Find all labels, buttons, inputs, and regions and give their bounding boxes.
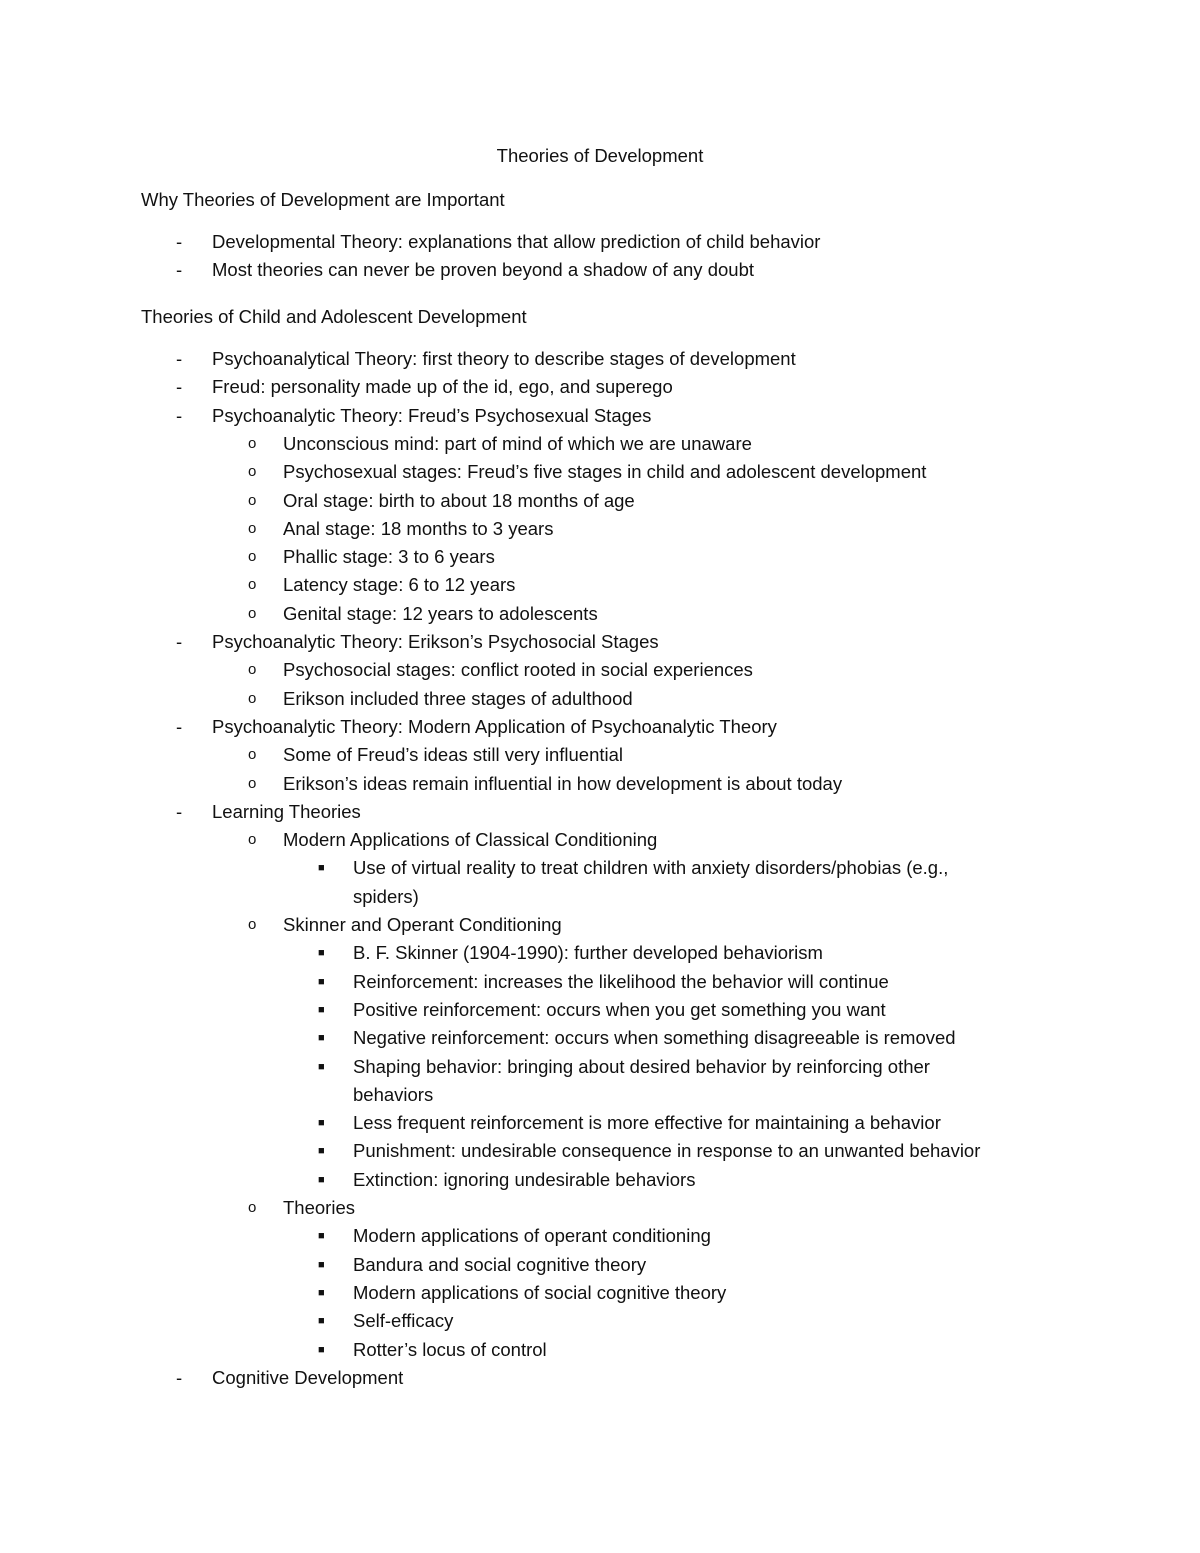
list-bullet: o	[248, 491, 257, 509]
list-item-level-3: Negative reinforcement: occurs when something disagreeable is removed	[353, 1027, 956, 1049]
list-bullet: o	[248, 1199, 257, 1216]
list-item-level-2: Theories	[283, 1197, 355, 1218]
list-bullet: o	[248, 463, 257, 481]
list-bullet: o	[248, 916, 257, 933]
list-item-level-3: Bandura and social cognitive theory	[353, 1253, 647, 1275]
list-bullet: o	[248, 831, 257, 849]
list-item-level-3: Shaping behavior: bringing about desired behavior by reinforcing other	[353, 1055, 930, 1077]
list-bullet: ■	[318, 1173, 325, 1186]
list-item-level-2: Phallic stage: 3 to 6 years	[283, 546, 495, 568]
list-item-level-1: Learning Theories	[212, 800, 361, 822]
list-item-level-2: Erikson’s ideas remain influential in how development is about today	[283, 772, 843, 794]
list-bullet: -	[176, 631, 183, 652]
list-item-level-2: Skinner and Operant Conditioning	[283, 914, 562, 935]
list-item-level-1: Cognitive Development	[212, 1366, 404, 1388]
list-bullet: ■	[318, 1145, 325, 1158]
list-item-level-1: Psychoanalytic Theory: Erikson’s Psychosocial Stages	[212, 631, 659, 652]
list-bullet: o	[248, 548, 257, 566]
list-bullet: ■	[318, 1060, 325, 1073]
list-bullet: ■	[318, 1286, 325, 1299]
list-item-level-2: Latency stage: 6 to 12 years	[283, 574, 516, 596]
list-bullet: ■	[318, 1315, 325, 1328]
list-bullet: ■	[318, 862, 325, 875]
list-item-level-3: Self-efficacy	[353, 1310, 454, 1332]
list-bullet: ■	[318, 1230, 325, 1243]
list-bullet: ■	[318, 1117, 325, 1130]
list-bullet: o	[248, 746, 257, 764]
list-item-level-1: Developmental Theory: explanations that allow prediction of child behavior	[212, 231, 821, 252]
list-bullet: -	[176, 715, 183, 737]
list-item-level-1: Freud: personality made up of the id, ego, and superego	[212, 376, 673, 398]
list-item-level-1: Psychoanalytic Theory: Freud’s Psychosexual Stages	[212, 404, 652, 426]
list-item-level-2: Psychosocial stages: conflict rooted in social experiences	[283, 659, 753, 681]
list-bullet: -	[176, 404, 183, 426]
list-bullet: -	[176, 348, 183, 369]
list-item-level-3: Modern applications of operant conditioning	[353, 1225, 711, 1247]
list-bullet: ■	[318, 1258, 325, 1271]
list-item-level-1: Psychoanalytical Theory: first theory to describe stages of development	[212, 348, 796, 369]
list-bullet: o	[248, 774, 257, 792]
list-item-level-3: behaviors	[353, 1083, 434, 1105]
list-item-level-2: Some of Freud’s ideas still very influential	[283, 744, 624, 766]
list-bullet: -	[176, 800, 183, 822]
list-bullet: o	[248, 519, 257, 537]
list-item-level-2: Erikson included three stages of adulthood	[283, 687, 633, 709]
list-item-level-2: Unconscious mind: part of mind of which we are unaware	[283, 432, 752, 454]
section-heading-child-adolescent: Theories of Child and Adolescent Development	[141, 306, 527, 327]
list-item-level-3: spiders)	[353, 885, 419, 907]
list-bullet: o	[248, 661, 257, 679]
list-bullet: -	[176, 259, 183, 281]
list-bullet: ■	[318, 1003, 325, 1016]
list-item-level-3: Positive reinforcement: occurs when you get something you want	[353, 998, 886, 1020]
list-bullet: -	[176, 1366, 183, 1388]
list-bullet: o	[248, 604, 257, 622]
list-item-level-3: Extinction: ignoring undesirable behaviors	[353, 1168, 696, 1190]
list-bullet: ■	[318, 947, 325, 960]
list-bullet: ■	[318, 1032, 325, 1045]
list-item-level-2: Genital stage: 12 years to adolescents	[283, 602, 598, 624]
list-item-level-3: Rotter’s locus of control	[353, 1338, 547, 1360]
list-item-level-2: Psychosexual stages: Freud’s five stages in child and adolescent development	[283, 461, 927, 483]
list-bullet: -	[176, 231, 183, 252]
list-bullet: ■	[318, 1343, 325, 1356]
list-item-level-3: Punishment: undesirable consequence in response to an unwanted behavior	[353, 1140, 981, 1162]
list-item-level-2: Modern Applications of Classical Conditioning	[283, 829, 658, 851]
list-item-level-2: Oral stage: birth to about 18 months of age	[283, 489, 635, 511]
list-item-level-1: Psychoanalytic Theory: Modern Application of Psychoanalytic Theory	[212, 715, 777, 737]
list-bullet: o	[248, 689, 257, 707]
list-item-level-3: B. F. Skinner (1904-1990): further developed behaviorism	[353, 942, 823, 964]
list-item-level-3: Reinforcement: increases the likelihood the behavior will continue	[353, 970, 889, 992]
list-item-level-3: Use of virtual reality to treat children with anxiety disorders/phobias (e.g.,	[353, 857, 949, 879]
section-heading-why-theories: Why Theories of Development are Important	[141, 189, 505, 210]
list-item-level-3: Modern applications of social cognitive theory	[353, 1281, 727, 1303]
list-bullet: o	[248, 576, 257, 594]
list-item-level-3: Less frequent reinforcement is more effective for maintaining a behavior	[353, 1112, 941, 1134]
list-item-level-1: Most theories can never be proven beyond a shadow of any doubt	[212, 259, 754, 281]
list-bullet: -	[176, 376, 183, 398]
list-bullet: ■	[318, 975, 325, 988]
document-title: Theories of Development	[496, 145, 704, 166]
list-bullet: o	[248, 434, 257, 452]
list-item-level-2: Anal stage: 18 months to 3 years	[283, 517, 554, 539]
